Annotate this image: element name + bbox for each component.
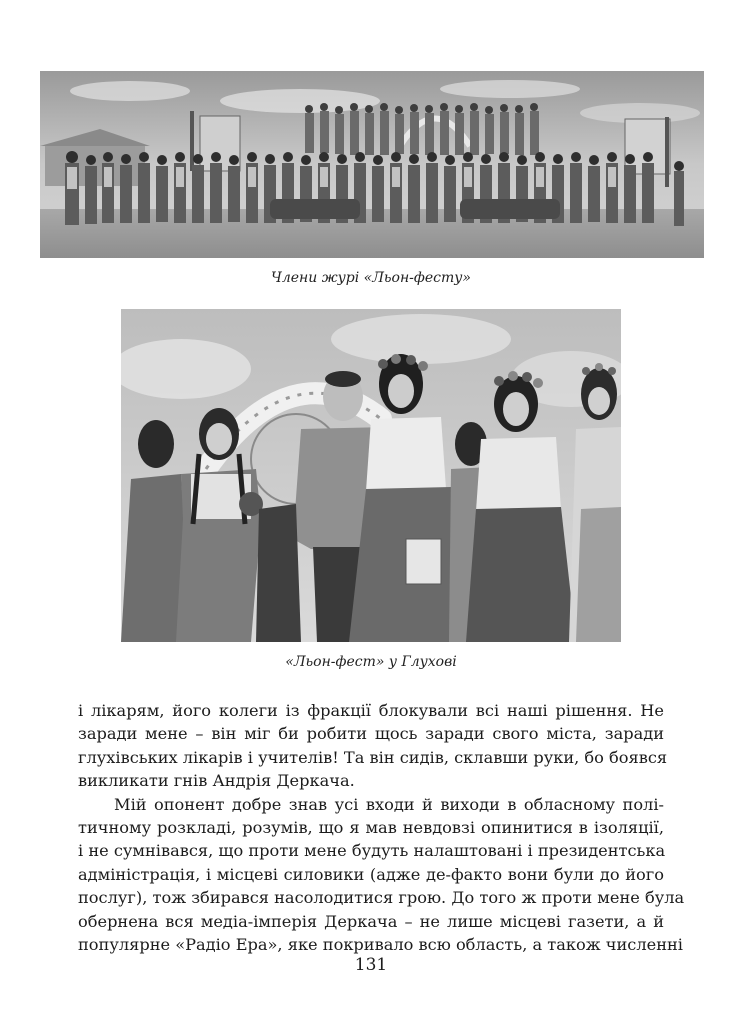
page-number: 131 (354, 955, 388, 975)
text-line: тичному розкладі, розумів, що я мав невдовзі опинитися в ізоляції, (78, 818, 664, 838)
group-photo-image (40, 71, 704, 258)
body-text (78, 699, 685, 956)
text-line: обернена вся медіа-імперія Деркача – не лише місцеві газети, а й (78, 911, 664, 931)
paragraph (78, 793, 685, 957)
text-line: послуг), тож збирався насолодитися грою. До того ж проти мене була (78, 888, 685, 908)
text-line: і не сумнівався, що проти мене будуть налаштовані і президентська (78, 841, 666, 861)
text-line: і лікарям, його колеги із фракції блокували всі наші рішення. Не (78, 701, 664, 720)
photo-caption: Члени журі «Льон-фесту» (271, 270, 471, 286)
paragraph (78, 699, 668, 793)
text-line: популярне «Радіо Ера», яке покривало всю область, а також численні (78, 935, 683, 955)
text-line: викликати гнів Андрія Деркача. (78, 771, 355, 791)
text-line: адміністрація, і місцеві силовики (адже де-факто вони були до його (78, 864, 664, 884)
photo-caption: «Льон-фест» у Глухові (285, 654, 457, 670)
festival-portrait-image (121, 309, 621, 642)
text-line: Мій опонент добре знав усі входи й виходи в обласному полі- (114, 794, 664, 814)
text-line: заради мене – він міг би робити щось заради свого міста, заради (78, 724, 664, 744)
text-line: глухівських лікарів і учителів! Та він сидів, склавши руки, бо боявся (78, 747, 668, 767)
